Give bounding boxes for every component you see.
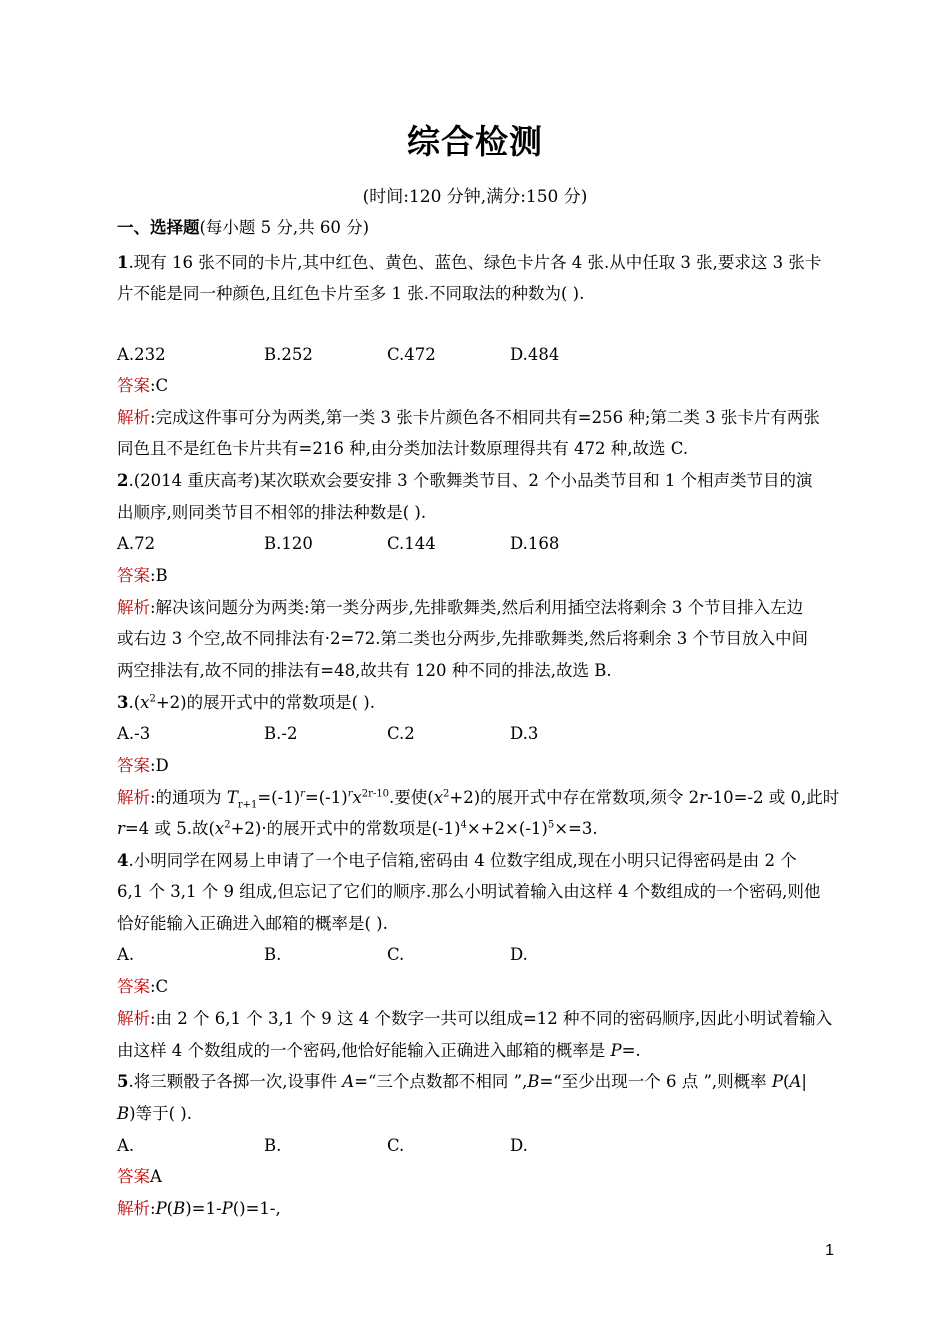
q5-option-d: D. [510, 1136, 528, 1155]
q5-option-a: A. [117, 1136, 135, 1155]
q3-text: .( [128, 693, 141, 712]
q5-text: )等于( ). [129, 1104, 192, 1123]
q3-analysis-text: =(-1) [304, 788, 348, 807]
q4-analysis-line1 [117, 1008, 837, 1030]
q5-analysis-text: )=1- [185, 1199, 222, 1218]
q5-analysis-line1 [117, 1198, 837, 1220]
q4-analysis-text: :由 2 个 6,1 个 3,1 个 9 这 4 个数字一共可以组成=12 种不同的密码顺序,因此小明试着输入 [150, 1009, 833, 1028]
q1-answer [117, 375, 837, 397]
q5-stem-line1 [117, 1071, 837, 1093]
math-exponent: r [347, 788, 353, 800]
q2-stem-line1 [117, 470, 837, 492]
q5-text: .将三颗骰子各掷一次,设事件 [128, 1072, 343, 1091]
q4-stem-line3: 恰好能输入正确进入邮箱的概率是( ). [117, 914, 388, 933]
q3-analysis-text: =4 或 5.故( [124, 819, 215, 838]
q2-answer-value: :B [150, 566, 168, 585]
math-variable: x [352, 788, 362, 807]
math-exponent: 4 [460, 819, 467, 831]
q5-text: =“至少出现一个 6 点 ”,则概率 [539, 1072, 772, 1091]
analysis-label: 解析 [117, 1009, 150, 1028]
q2-analysis-text: :解决该问题分为两类:第一类分两步,先排歌舞类,然后利用插空法将剩余 3 个节目排入左边 [150, 598, 804, 617]
math-exponent: 2 [224, 819, 231, 831]
math-variable: A [342, 1072, 355, 1091]
q4-stem-line1 [117, 850, 837, 872]
math-variable: r [117, 819, 125, 838]
q2-option-b: B.120 [264, 534, 313, 553]
math-variable: B [527, 1072, 540, 1091]
q5-text: =“三个点数都不相同 ”, [354, 1072, 528, 1091]
q2-option-a: A.72 [117, 534, 156, 553]
q2-stem-line2: 出顺序,则同类节目不相邻的排法种数是( ). [117, 503, 427, 522]
q2-analysis-line1 [117, 597, 837, 619]
analysis-label: 解析 [117, 408, 150, 427]
q4-analysis-line2 [117, 1040, 837, 1062]
answer-label: 答案 [117, 977, 150, 996]
math-exponent: r [300, 788, 305, 800]
q3-analysis-text: :的通项为 [150, 788, 227, 807]
q3-analysis-text: .要使( [389, 788, 434, 807]
q5-answer-value: A [150, 1167, 162, 1186]
math-variable: P [610, 1041, 622, 1060]
q4-option-d: D. [510, 945, 528, 964]
analysis-label: 解析 [117, 1199, 150, 1218]
exam-info: (时间:120 分钟,满分:150 分) [362, 187, 588, 207]
math-variable: r [699, 788, 708, 807]
q4-answer [117, 976, 837, 998]
q4-stem-line2: 6,1 个 3,1 个 9 组成,但忘记了它们的顺序.那么小明试着输入由这样 4 个数组成的一个密码,则他 [117, 882, 821, 901]
math-variable: x [214, 819, 225, 838]
q3-analysis-text: =(-1) [257, 788, 301, 807]
page-title: 综合检测 [407, 122, 543, 161]
q3-analysis-line2 [117, 818, 837, 840]
q1-analysis-line2: 同色且不是红色卡片共有=216 种,由分类加法计数原理得共有 472 种,故选 C. [117, 439, 689, 458]
q1-text: .现有 16 张不同的卡片,其中红色、黄色、蓝色、绿色卡片各 4 张.从中任取 3 张,要求这 3 张卡 [128, 253, 822, 272]
q2-analysis-line2: 或右边 3 个空,故不同排法有·2=72.第二类也分两步,先排歌舞类,然后将剩余 3 个节目放入中间 [117, 629, 809, 648]
q1-analysis-text: :完成这件事可分为两类,第一类 3 张卡片颜色各不相同共有=256 种;第二类 3 张卡片有两张 [150, 408, 820, 427]
q3-option-c: C.2 [387, 724, 415, 743]
math-variable: x [433, 788, 444, 807]
q5-number: 5 [117, 1072, 129, 1091]
q4-option-a: A. [117, 945, 135, 964]
q2-number: 2 [117, 471, 129, 490]
q2-analysis-line3: 两空排法有,故不同的排法有=48,故共有 120 种不同的排法,故选 B. [117, 661, 612, 680]
section-note: (每小题 5 分,共 60 分) [199, 218, 370, 237]
math-subscript: r+1 [237, 799, 258, 811]
q3-option-a: A.-3 [117, 724, 151, 743]
q3-analysis-text: +2)的展开式中存在常数项,须令 2 [449, 788, 700, 807]
q2-option-d: D.168 [510, 534, 560, 553]
q4-text: .小明同学在网易上申请了一个电子信箱,密码由 4 位数字组成,现在小明只记得密码是由 2 个 [128, 851, 797, 870]
page-number: 1 [825, 1242, 834, 1259]
analysis-label: 解析 [117, 788, 150, 807]
q5-answer [117, 1166, 837, 1188]
q1-stem-line1 [117, 252, 837, 274]
q3-analysis-text: +2)·的展开式中的常数项是(-1) [230, 819, 461, 838]
math-variable: P [771, 1072, 784, 1091]
q1-number: 1 [117, 253, 129, 272]
q3-analysis-text: ×=3. [554, 819, 598, 838]
section-title: 一、选择题 [117, 218, 200, 237]
q2-text: .(2014 重庆高考)某次联欢会要安排 3 个歌舞类节目、2 个小品类节目和 1 个相声类节目的演 [128, 471, 813, 490]
math-variable: B [117, 1104, 130, 1123]
q2-answer [117, 565, 837, 587]
q3-option-b: B.-2 [264, 724, 298, 743]
math-variable: P [155, 1199, 167, 1218]
math-variable: P [221, 1199, 233, 1218]
q1-analysis-line1 [117, 407, 837, 429]
q3-exponent: 2 [149, 693, 156, 705]
analysis-label: 解析 [117, 598, 150, 617]
q5-analysis-text: : [150, 1199, 156, 1218]
q5-text: ( [783, 1072, 790, 1091]
q4-analysis-text: =. [621, 1041, 641, 1060]
answer-label: 答案 [117, 1167, 150, 1186]
q1-answer-value: :C [150, 376, 169, 395]
q3-analysis-text: ×+2×(-1) [466, 819, 548, 838]
answer-label: 答案 [117, 566, 150, 585]
q3-option-d: D.3 [510, 724, 539, 743]
q3-answer [117, 755, 837, 777]
q5-stem-line2 [117, 1103, 837, 1125]
q3-answer-value: :D [150, 756, 169, 775]
q3-stem [117, 692, 837, 714]
math-variable: A [789, 1072, 802, 1091]
q3-analysis-text: -10=-2 或 0,此时 [707, 788, 840, 807]
q5-text: | [801, 1072, 807, 1091]
q3-number: 3 [117, 693, 129, 712]
q4-analysis-text: 由这样 4 个数组成的一个密码,他恰好能输入正确进入邮箱的概率是 [117, 1041, 611, 1060]
q4-option-c: C. [387, 945, 405, 964]
q3-analysis-line1 [117, 787, 840, 811]
q1-stem-line2: 片不能是同一种颜色,且红色卡片至多 1 张.不同取法的种数为( ). [117, 284, 585, 303]
q4-number: 4 [117, 851, 129, 870]
q1-option-b: B.252 [264, 345, 313, 364]
q3-text: +2)的展开式中的常数项是( ). [155, 693, 375, 712]
q5-option-b: B. [264, 1136, 282, 1155]
section-heading [117, 217, 837, 239]
q1-option-a: A.232 [117, 345, 166, 364]
math-exponent: 5 [547, 819, 555, 831]
math-exponent: 2r-10 [361, 788, 390, 800]
math-term: T [226, 788, 238, 807]
answer-label: 答案 [117, 756, 150, 775]
q3-variable: x [140, 693, 150, 712]
math-variable: B [173, 1199, 186, 1218]
q1-option-d: D.484 [510, 345, 560, 364]
q1-option-c: C.472 [387, 345, 436, 364]
answer-label: 答案 [117, 376, 150, 395]
q2-option-c: C.144 [387, 534, 436, 553]
q4-option-b: B. [264, 945, 282, 964]
q5-analysis-text: ( [166, 1199, 174, 1218]
q5-analysis-text: ()=1-, [232, 1199, 281, 1218]
math-exponent: 2 [443, 788, 450, 800]
q5-option-c: C. [387, 1136, 405, 1155]
q4-answer-value: :C [150, 977, 169, 996]
